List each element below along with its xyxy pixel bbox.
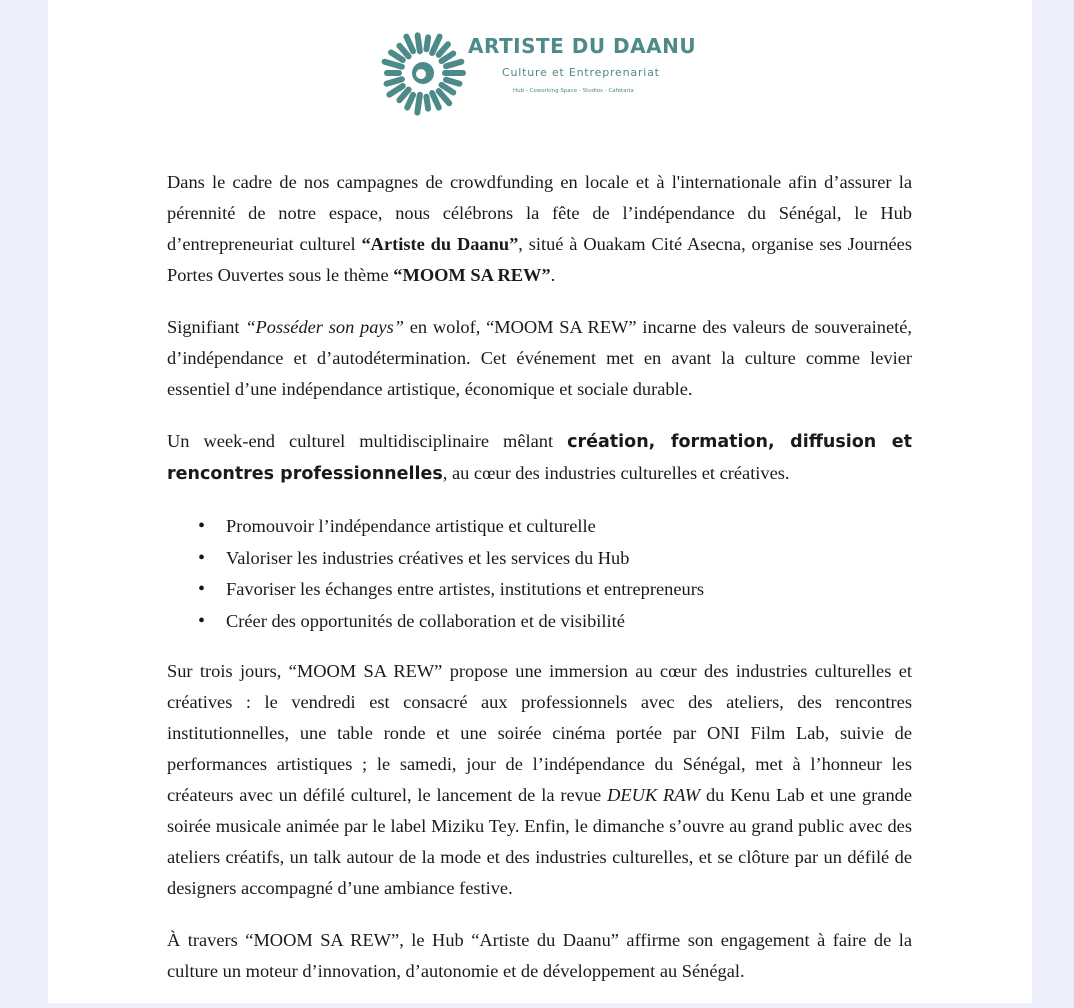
logo-ray: [391, 52, 403, 60]
logo-ray: [439, 44, 448, 55]
logo-ray: [446, 62, 461, 67]
logo-ray: [432, 37, 439, 53]
list-item: • Valoriser les industries créatives et les services du Hub: [226, 543, 912, 575]
sunburst-logo-icon: [378, 28, 468, 118]
brand-tagline: Culture et Entreprenariat: [502, 66, 660, 79]
list-item: • Créer des opportunités de collaboration et de visibilité: [226, 606, 912, 638]
program-paragraph: Sur trois jours, “MOOM SA REW” propose une immersion au cœur des industries culturelles et créatives : le vendredi est consacré aux professionnels avec des ateliers, des rencontres institutionnelles, une table ronde et une soirée cinéma portée par ONI Film Lab, suivie de performances artistiques ; le samedi, jour de l’indépendance du Sénégal, met à l’honneur les créateurs avec un défilé culturel, le lancement de la revue DEUK RAW du Kenu Lab et une grande soirée musicale animée par le label Miziku Tey. Enfin, le dimanche s’ouvre au grand public avec des ateliers créatifs, un talk autour de la mode et des industries culturelles, et se clôture par un défilé de designers accompagné d’une ambiance festive.: [167, 661, 912, 898]
logo-ray: [399, 90, 408, 101]
brand-name: ARTISTE DU DAANU: [468, 34, 697, 58]
objectives-list: [167, 511, 912, 637]
weekend-paragraph: Un week-end culturel multidisciplinaire mêlant création, formation, diffusion et rencontres professionnelles, au cœur des industries culturelles et créatives.: [167, 431, 913, 484]
theme-name-bold: “MOOM SA REW”: [393, 265, 551, 285]
list-item: • Favoriser les échanges entre artistes, institutions et entrepreneurs: [226, 574, 912, 606]
logo-ray: [389, 86, 402, 95]
logo-ray: [406, 37, 413, 52]
logo-ray: [432, 93, 439, 108]
document-page: [48, 0, 1032, 1003]
logo-ray: [399, 46, 408, 57]
wolof-meaning-italic: “Posséder son pays”: [245, 317, 404, 337]
revue-title-italic: DEUK RAW: [607, 785, 701, 805]
meaning-paragraph: Signifiant “Posséder son pays” en wolof, “MOOM SA REW” incarne des valeurs de souveraineté, d’indépendance et d’autodétermination. Cet événement met en avant la culture comme levier essentiel d’une indépendance artistique, économique et sociale durable.: [167, 317, 912, 399]
logo-ray: [418, 35, 420, 51]
logo-ray: [426, 37, 428, 49]
logo-ray: [387, 79, 402, 84]
logo-ray: [446, 80, 459, 84]
hub-name-bold: “Artiste du Daanu”: [361, 234, 519, 254]
logo-ray: [385, 62, 402, 67]
conclusion-paragraph: À travers “MOOM SA REW”, le Hub “Artiste du Daanu” affirme son engagement à faire de la culture un moteur d’innovation, d’autonomie et de développement au Sénégal.: [167, 930, 912, 981]
logo-ray: [417, 95, 420, 113]
logo-ray: [407, 95, 413, 108]
logo-ray: [439, 91, 449, 103]
list-item: • Promouvoir l’indépendance artistique et culturelle: [226, 511, 912, 543]
intro-paragraph: Dans le cadre de nos campagnes de crowdfunding en locale et à l'internationale afin d’assurer la pérennité de notre espace, nous célébrons la fête de l’indépendance du Sénégal, le Hub d’entrepreneuriat culturel “Artiste du Daanu”, situé à Ouakam Cité Asecna, organise ses Journées Portes Ouvertes sous le thème “MOOM SA REW”.: [167, 172, 912, 285]
logo-ray: [442, 54, 454, 62]
brand-logo: [378, 28, 718, 118]
logo-ray: [442, 85, 454, 93]
logo-ray: [426, 97, 428, 109]
brand-services: Hub - Coworking Space - Studios - Cafétaria: [513, 88, 634, 94]
activities-bold: création, formation, diffusion et rencontres professionnelles: [167, 432, 913, 484]
document-body: [167, 167, 912, 1008]
